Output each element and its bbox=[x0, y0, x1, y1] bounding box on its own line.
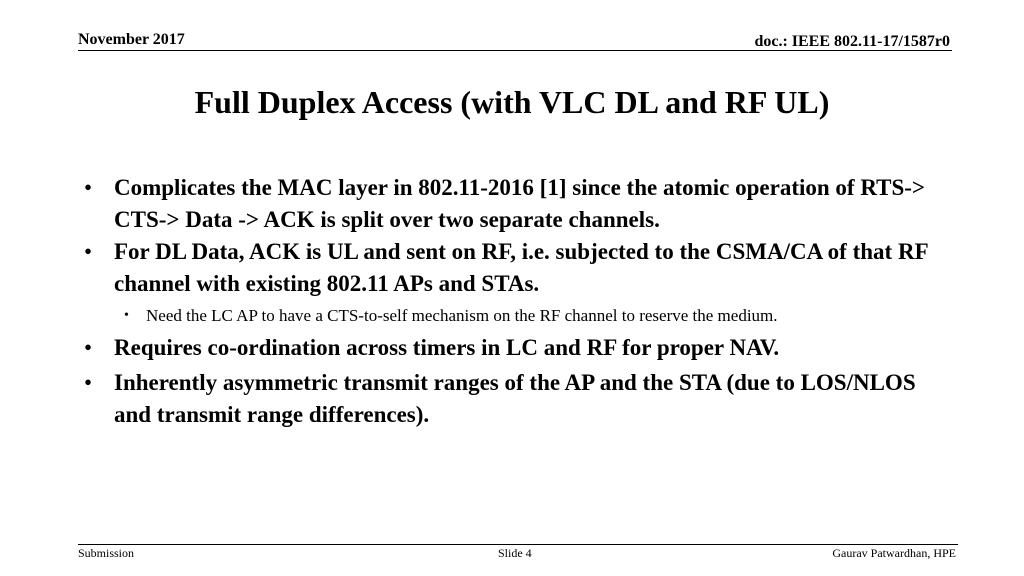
footer-author: Gaurav Patwardhan, HPE bbox=[832, 546, 956, 560]
footer-divider bbox=[78, 544, 958, 545]
sub-bullet-text: Need the LC AP to have a CTS-to-self mechanism on the RF channel to reserve the medium. bbox=[146, 306, 778, 325]
sub-bullet-glyph: • bbox=[124, 308, 129, 323]
header-doc-id: doc.: IEEE 802.11-17/1587r0 bbox=[754, 33, 950, 50]
bullet-text: Requires co-ordination across timers in LC and RF for proper NAV. bbox=[114, 335, 780, 360]
bullet-text: Complicates the MAC layer in 802.11-2016 [1] since the atomic operation of RTS-> CTS-> Data -> ACK is split over two separate channels. bbox=[114, 175, 926, 232]
bullet-glyph: • bbox=[84, 370, 93, 395]
bullet-text: Inherently asymmetric transmit ranges of the AP and the STA (due to LOS/NLOS and transmit range differences). bbox=[114, 370, 916, 427]
header-divider bbox=[78, 50, 952, 51]
footer-slide-number: Slide 4 bbox=[498, 546, 532, 560]
bullet-glyph: • bbox=[84, 335, 93, 360]
bullet-text: For DL Data, ACK is UL and sent on RF, i.e. subjected to the CSMA/CA of that RF channel with existing 802.11 APs and STAs. bbox=[114, 239, 928, 296]
bullet-glyph: • bbox=[84, 239, 93, 264]
slide-title: Full Duplex Access (with VLC DL and RF UL) bbox=[194, 84, 830, 120]
bullet-item bbox=[84, 332, 954, 364]
bullet-item bbox=[84, 367, 954, 431]
bullet-item bbox=[84, 172, 954, 236]
bullet-list bbox=[84, 172, 954, 431]
bullet-item bbox=[84, 236, 954, 300]
footer-submission: Submission bbox=[78, 546, 135, 560]
header-date: November 2017 bbox=[78, 31, 185, 48]
bullet-glyph: • bbox=[84, 175, 93, 200]
sub-bullet-item bbox=[124, 303, 866, 328]
